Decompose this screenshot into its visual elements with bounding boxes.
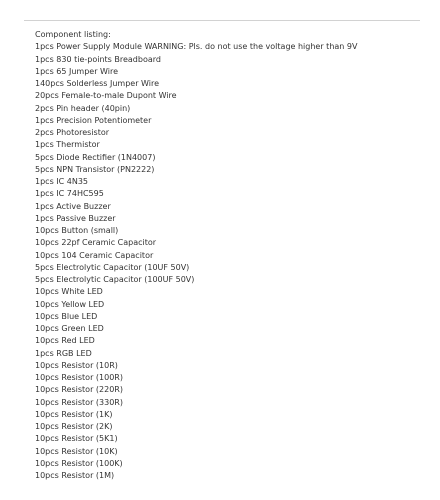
list-item: 5pcs Electrolytic Capacitor (10UF 50V) bbox=[35, 262, 190, 272]
list-item: 10pcs White LED bbox=[35, 287, 103, 297]
list-item: 1pcs 65 Jumper Wire bbox=[35, 66, 119, 76]
list-item: 5pcs NPN Transistor (PN2222) bbox=[35, 164, 155, 174]
list-item: 1pcs Thermistor bbox=[35, 140, 100, 150]
list-item: 10pcs Resistor (1M) bbox=[35, 471, 115, 480]
list-item: 1pcs Active Buzzer bbox=[35, 201, 111, 211]
list-item: 10pcs Resistor (100R) bbox=[35, 373, 123, 382]
list-item: 10pcs Resistor (220R) bbox=[35, 385, 123, 395]
list-item: 2pcs Photoresistor bbox=[35, 128, 110, 137]
list-item: 10pcs Resistor (5K1) bbox=[35, 434, 118, 444]
list-item: 1pcs Passive Buzzer bbox=[35, 213, 116, 223]
list-item: 140pcs Solderless Jumper Wire bbox=[35, 79, 160, 88]
component-listing bbox=[35, 29, 425, 482]
list-item: 10pcs Green LED bbox=[35, 324, 104, 333]
list-item: 10pcs 22pf Ceramic Capacitor bbox=[35, 238, 157, 248]
list-item: 10pcs 104 Ceramic Capacitor bbox=[35, 250, 154, 260]
list-item: 10pcs Blue LED bbox=[35, 311, 98, 321]
list-item: 10pcs Resistor (10R) bbox=[35, 360, 118, 370]
list-item: 1pcs Precision Potentiometer bbox=[35, 115, 152, 125]
list-item: 5pcs Electrolytic Capacitor (100UF 50V) bbox=[35, 275, 195, 284]
list-item: 10pcs Resistor (2K) bbox=[35, 422, 113, 431]
list-item: 10pcs Resistor (100K) bbox=[35, 458, 123, 468]
top-divider bbox=[24, 20, 420, 21]
list-item: 10pcs Resistor (10K) bbox=[35, 446, 118, 456]
list-item: 1pcs 830 tie-points Breadboard bbox=[35, 54, 161, 64]
list-item: 2pcs Pin header (40pin) bbox=[35, 103, 131, 113]
listing-heading: Component listing: bbox=[35, 30, 111, 39]
list-item: 1pcs IC 74HC595 bbox=[35, 189, 104, 199]
list-item: 10pcs Button (small) bbox=[35, 226, 119, 235]
list-item: 10pcs Resistor (330R) bbox=[35, 397, 123, 407]
list-item: 1pcs IC 4N35 bbox=[35, 177, 89, 186]
list-item: 5pcs Diode Rectifier (1N4007) bbox=[35, 152, 156, 162]
list-item: 20pcs Female-to-male Dupont Wire bbox=[35, 91, 177, 101]
list-item: 10pcs Red LED bbox=[35, 336, 95, 346]
list-item: 10pcs Yellow LED bbox=[35, 299, 105, 309]
list-item: 10pcs Resistor (1K) bbox=[35, 409, 113, 419]
list-item: 1pcs Power Supply Module WARNING: Pls. do not use the voltage higher than 9V bbox=[35, 42, 358, 52]
list-item: 1pcs RGB LED bbox=[35, 348, 92, 358]
